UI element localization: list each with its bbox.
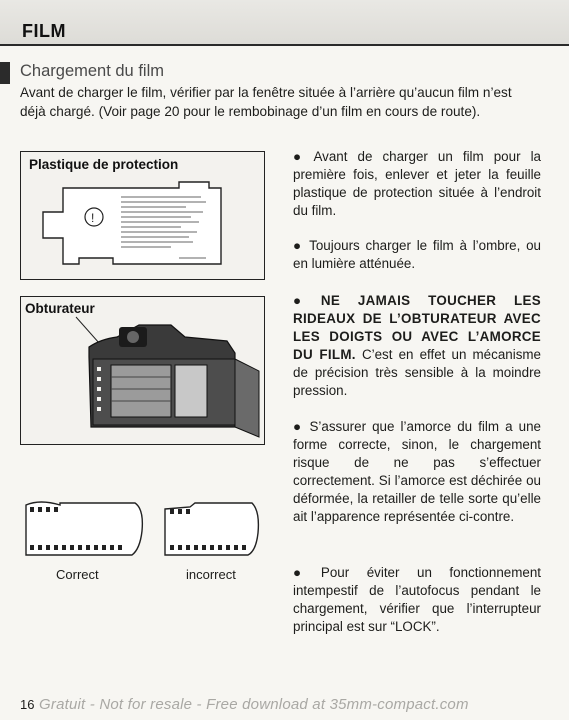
incorrect-film-leader — [165, 503, 258, 555]
correct-film-leader — [26, 502, 142, 555]
camera-back-illustration — [21, 297, 264, 444]
bullet-icon: ● — [293, 238, 304, 253]
correct-caption: Correct — [56, 567, 99, 582]
protection-figure — [20, 151, 265, 280]
bullet-icon: ● — [293, 419, 304, 434]
protection-sheet-illustration — [21, 152, 264, 279]
protection-label: Plastique de protection — [29, 157, 179, 172]
svg-text:!: ! — [91, 211, 95, 225]
page-heading: Chargement du film — [20, 62, 164, 80]
section-title: FILM — [22, 21, 66, 41]
watermark: Gratuit - Not for resale - Free download at 35mm-compact.com — [39, 696, 469, 713]
list-item: ● Avant de charger un film pour la première fois, enlever et jeter la feuille plastique de protection située à l’endroit du film. — [293, 149, 542, 218]
shutter-figure — [20, 296, 265, 445]
bullet-icon: ● — [293, 149, 308, 164]
film-leader-illustration — [20, 495, 270, 565]
section-header — [0, 0, 569, 46]
section-marker — [0, 62, 10, 84]
incorrect-caption: incorrect — [186, 567, 236, 582]
bullet-icon: ● — [293, 565, 315, 580]
bullet-icon: ● — [293, 293, 315, 308]
list-item: ● NE JAMAIS TOUCHER LES RIDEAUX DE L’OBTURATEUR AVEC LES DOIGTS OU AVEC L’AMORCE DU FILM. C’est en effet un mécanisme de précision très sensible à la moindre pression. — [293, 293, 541, 398]
list-item: ● S’assurer que l’amorce du film a une forme correcte, sinon, le chargement risque de ne pas s’effectuer correctement. Si l’amorce est déchirée ou déformée, la retailler de telle sorte qu’elle ait l’apparence représentée ci-contre. — [293, 419, 541, 524]
list-item: ● Pour éviter un fonctionnement intempestif de l’autofocus pendant le chargement, vérifier que l’interrupteur principal est sur “LOCK”. — [293, 565, 541, 634]
bleed-through-text — [385, 60, 389, 76]
page-number: 16 — [20, 697, 35, 712]
intro-paragraph: Avant de charger le film, vérifier par la fenêtre située à l’arrière qu’aucun film n’est déjà chargé. (Voir page 20 pour le rembobinage d’un film en cours de route). — [20, 85, 512, 119]
shutter-label: Obturateur — [25, 301, 95, 316]
list-item: ● Toujours charger le film à l’ombre, ou en lumière atténuée. — [293, 238, 541, 271]
